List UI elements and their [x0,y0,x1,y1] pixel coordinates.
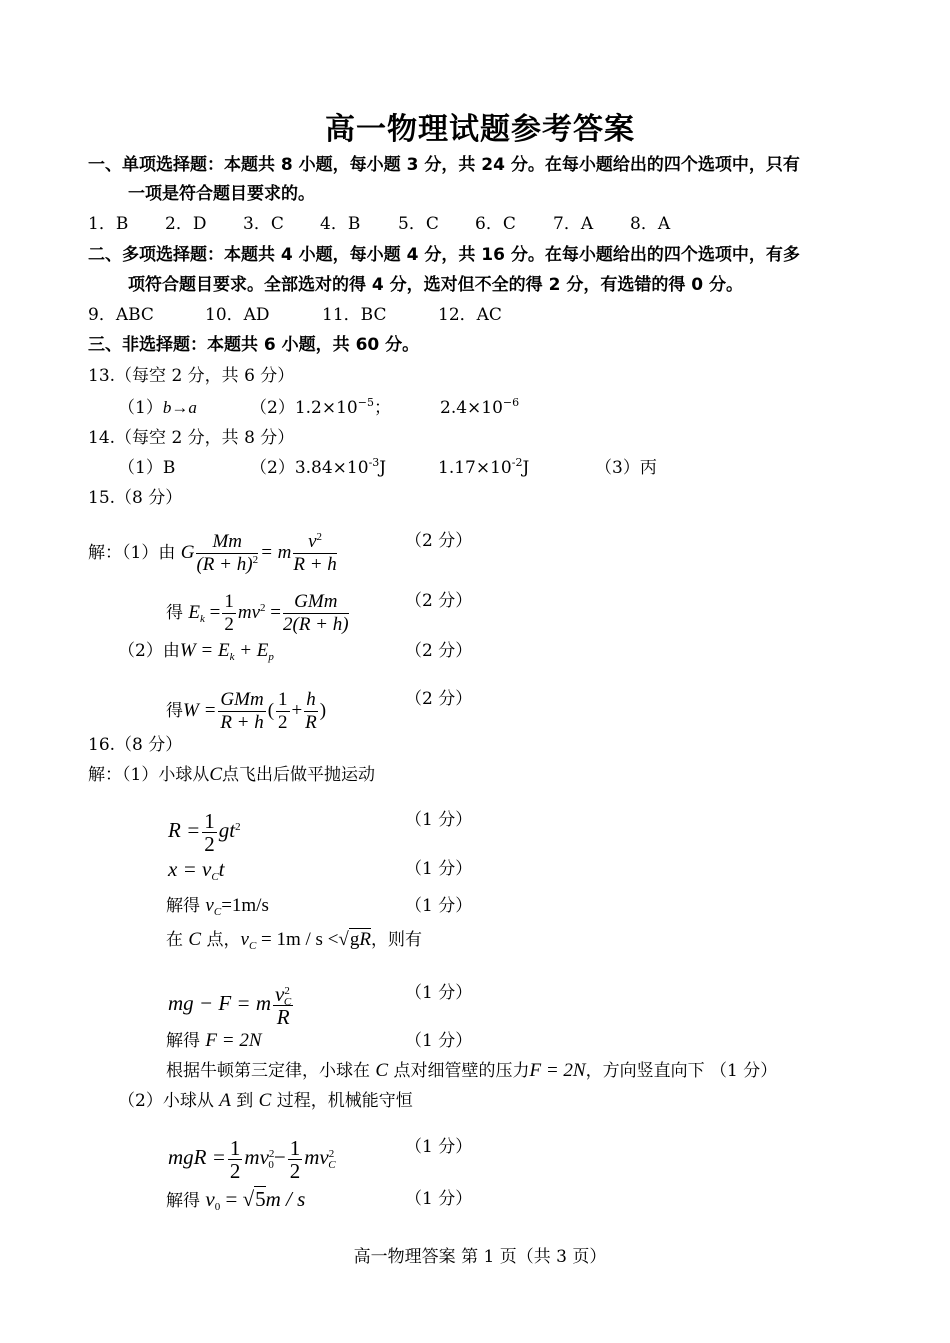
denominator: 2(R + h) [283,614,349,635]
symbol: C [188,929,202,950]
denominator: 2 [229,1159,241,1183]
radicand: 5 [255,1187,266,1211]
section3-heading: 三、非选择题：本题共 6 小题，共 60 分。 [88,335,420,355]
symbol: v [205,1187,215,1211]
symbol: W = [183,699,217,721]
q16-label: 16.（8 分） [88,735,183,755]
answer: 丙 [639,458,657,478]
answer: 1.17×10 [438,458,512,478]
score: （2 分） [405,689,473,709]
fraction [293,531,336,576]
step-text: 点， [206,930,241,950]
answer: 9．ABC [88,305,154,325]
symbol: mv [237,601,261,623]
step-text: 解得 [166,896,200,916]
exponent: -2 [511,456,523,469]
symbol: = [220,1187,238,1211]
q16-result-f [166,1031,866,1051]
symbol: mv [304,1145,329,1170]
unit: J [379,458,387,478]
symbol: ( [267,699,275,721]
symbol: gt [218,818,236,843]
fraction [196,531,258,576]
section2-heading: 二、多项选择题：本题共 4 小题，每小题 4 分，共 16 分。在每小题给出的四个选项中，有多 [88,245,800,265]
step-text: 过程，机械能守恒 [276,1091,413,1111]
symbol: mg − F = m [168,991,272,1016]
step-text: 解得 [166,1031,200,1051]
q15-step2 [166,591,866,636]
subscript: k [229,651,235,663]
exponent: −5 [357,396,374,409]
numerator: 1 [289,1136,301,1160]
answer: b→a [162,398,197,417]
answer: 11．BC [322,305,387,325]
fraction [283,591,349,636]
exponent: 2 [235,821,241,834]
q15-label: 15.（8 分） [88,488,183,508]
part-label: （2） [250,458,295,478]
score: （2 分） [405,591,473,611]
subscript: 0 [268,1159,274,1172]
exponent: -3 [368,456,380,469]
answer: 2．D [165,214,207,234]
fraction [304,689,318,734]
q16-formula-4 [168,1137,868,1182]
symbol: = m [260,541,292,563]
exponent: 2 [268,1148,275,1161]
symbol: F = 2N [205,1030,262,1051]
numerator: 1 [204,809,215,833]
step-text: 在 [166,930,183,950]
score: （2 分） [405,641,473,661]
score: （1 分） [405,1137,473,1157]
value: =1m/s [221,895,269,916]
numerator: Mm [212,531,243,552]
step-text: 解：（1）小球从 [88,765,210,785]
symbol: ) [319,699,327,721]
q16-formula-1 [168,810,868,855]
section1-heading: 一、单项选择题：本题共 8 小题，每小题 3 分，共 24 分。在每小题给出的四个选项中，只有 [88,155,800,175]
symbol: C [209,764,223,785]
q16-intro [88,765,375,785]
q15-step1 [88,531,888,576]
symbol: + [291,699,303,721]
score: （1 分） [405,859,473,879]
fraction [222,591,236,636]
numerator: GMm [294,591,338,612]
unit: m / s [265,1187,306,1211]
step-text: 解：（1）由 [88,542,176,563]
symbol: x = v [168,857,212,881]
step-text: （2）由 [118,641,180,661]
symbol: C [375,1060,389,1081]
subscript: C [328,1159,336,1172]
subscript: C [283,996,292,1008]
symbol: − [273,1145,286,1170]
part-label: （1） [118,458,163,478]
symbol: C [258,1090,272,1111]
exponent: 2 [252,554,259,566]
part-label: （3） [595,458,640,478]
symbol: = [209,601,221,623]
step-text: ，则有 [370,930,422,950]
step-text: 到 [236,1091,254,1111]
symbol: E [188,601,201,623]
score: （1 分） [405,983,473,1003]
step-text: 得 [166,602,183,623]
q16-formula-3 [168,983,868,1028]
denominator: 2 [278,712,288,733]
numerator: h [306,689,316,710]
symbol: mv [244,1145,269,1170]
fraction [288,1137,303,1182]
numerator: 1 [278,689,288,710]
q16-condition: 在 C 点，$v_C = 1m / s <√gR$，则有 [166,929,422,952]
q16-result-vc [166,896,866,916]
numerator: 1 [229,1136,241,1160]
q15-step3 [118,641,818,661]
fraction [276,689,290,734]
answer: 10．AD [205,305,270,325]
sqrt-sign: √ [338,929,349,950]
q16-newton-third-law [166,1061,777,1081]
symbol: R = [168,818,201,843]
step-text: 点飞出后做平抛运动 [222,765,376,785]
denominator: 2 [224,614,234,635]
denominator: R + h [293,554,337,575]
step-text: 解得 [166,1191,200,1211]
exponent: −6 [502,396,520,409]
answer: 12．AC [438,305,502,325]
q13-label: 13.（每空 2 分，共 6 分） [88,366,295,386]
symbol: = 1m / s < [256,929,339,950]
subscript: C [211,871,219,883]
symbol: F = 2N [529,1060,586,1081]
score: （1 分） [405,896,473,916]
exponent: 2 [284,985,290,997]
answer: 2.4×10 [440,398,503,418]
sqrt-sign: √ [242,1187,255,1211]
subscript: 0 [214,1201,221,1213]
fraction [202,810,217,855]
part-label: （2） [250,398,295,418]
unit: J [522,458,530,478]
denominator: R + h [220,712,264,733]
symbol: v [205,895,214,916]
exponent: 2 [316,531,323,543]
fraction [218,689,265,734]
symbol: t [218,857,225,881]
subscript: C [213,906,222,918]
numerator: GMm [220,689,264,710]
answer: 1．B [88,214,129,234]
denominator: (R + h) [196,554,253,575]
q15-step4 [166,689,866,734]
step-text: 点对细管壁的压力 [393,1061,530,1081]
score: （1 分） [405,1189,473,1209]
denominator: 2 [289,1159,301,1183]
denominator: R [305,712,317,733]
answer: 7．A [553,214,594,234]
step-text: 得 [166,700,183,721]
answer: 6．C [475,214,516,234]
score: （1 分） [405,810,473,830]
subscript: k [200,612,205,625]
answer: 5．C [398,214,439,234]
q16-part2 [118,1091,413,1111]
answer: 3.84×10 [294,458,369,478]
exponent: 2 [328,1148,335,1161]
symbol: mgR = [168,1145,226,1170]
answer: 8．A [630,214,671,234]
score: （1 分） [405,1031,473,1051]
separator: ； [373,398,391,418]
subscript: C [248,940,257,952]
section1-heading-cont: 一项是符合题目要求的。 [128,184,315,204]
denominator: 2 [204,832,215,856]
answer: B [162,458,176,478]
symbol: = [270,601,281,623]
symbol: + E [234,640,269,661]
symbol: W = E [179,640,230,661]
q14-label: 14.（每空 2 分，共 8 分） [88,428,295,448]
step-text: ，方向竖直向下 （1 分） [585,1061,778,1081]
denominator: R [276,1005,290,1029]
subscript: p [268,651,274,663]
symbol: A [219,1090,231,1111]
exponent: 2 [260,601,266,614]
section2-heading-cont: 项符合题目要求。全部选对的得 4 分，选对但不全的得 2 分，有选错的得 0 分。 [128,275,743,295]
page-title: 高一物理试题参考答案 [325,112,635,147]
q16-result-v0 [166,1189,866,1211]
fraction [228,1137,243,1182]
fraction [273,983,293,1028]
page-footer: 高一物理答案 第 1 页（共 3 页） [353,1247,607,1267]
step-text: 根据牛顿第三定律，小球在 [166,1061,370,1081]
symbol: G [180,541,195,563]
step-text: （2）小球从 [118,1091,214,1111]
numerator: v [308,531,317,552]
score: （2 分） [405,531,473,551]
numerator: 1 [224,591,234,612]
answer: 3．C [243,214,284,234]
q16-formula-2 [168,859,868,881]
symbol: v [240,929,249,950]
numerator: v [275,982,285,1006]
part-label: （1） [118,398,163,418]
answer: 1.2×10 [294,398,358,418]
answer: 4．B [320,214,361,234]
